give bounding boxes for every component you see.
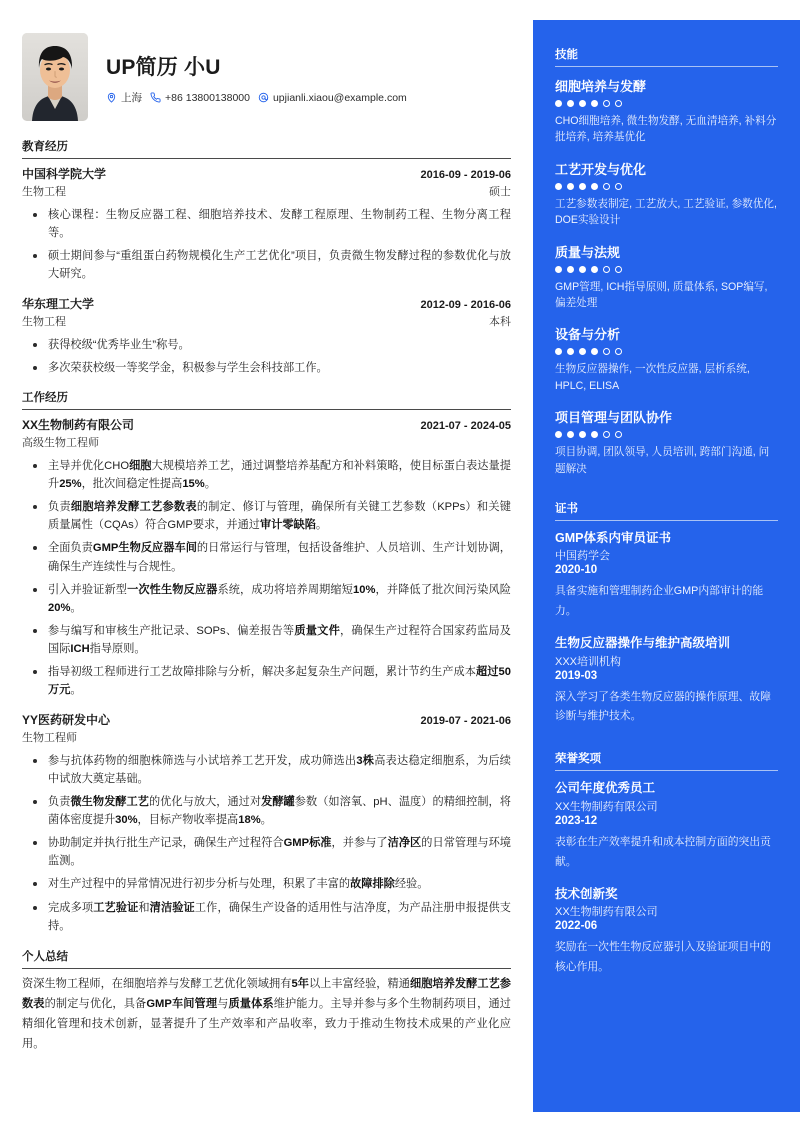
- certificate-item-name: GMP体系内审员证书: [555, 531, 671, 546]
- skill-level-dot: [555, 183, 562, 190]
- skill-name: 细胞培养与发酵: [555, 79, 647, 94]
- award-item-date: 2022-06: [555, 919, 598, 932]
- major: 生物工程: [22, 186, 66, 198]
- section-education: [22, 138, 511, 377]
- name-block: [106, 49, 407, 105]
- skill-name: 项目管理与团队协作: [555, 410, 673, 426]
- entry-sub: [22, 434, 511, 450]
- section-work: [22, 389, 511, 935]
- skill-name: 工艺开发与优化: [555, 161, 647, 177]
- company-name: YY医药研发中心: [22, 712, 111, 727]
- award-list: [555, 780, 778, 977]
- skill-level-dot: [579, 266, 586, 273]
- section-summary: [22, 948, 511, 1055]
- school-date: 2016-09 - 2019-06: [420, 169, 511, 181]
- sidebar-title-awards: 荣誉奖项: [555, 750, 778, 771]
- skill-level-dots: [555, 183, 778, 190]
- skill-list: [555, 76, 778, 477]
- award-item-date: 2023-12: [555, 814, 598, 827]
- list-item: 引入并验证新型一次性生物反应器系统，成功将培养周期缩短10%，并降低了批次间污染风险20%。: [22, 581, 511, 617]
- education-entries: [22, 165, 511, 377]
- skill-level-dot: [567, 266, 574, 273]
- skill-item: [555, 407, 778, 477]
- skill-detail: 生物反应器操作, 一次性反应器, 层析系统, HPLC, ELISA: [555, 363, 750, 392]
- entry-sub: [22, 183, 511, 199]
- contact-location-value: 上海: [121, 92, 142, 104]
- skill-level-dot: [555, 100, 562, 107]
- skill-level-dot: [567, 431, 574, 438]
- sidebar-section-awards: [555, 750, 778, 977]
- company-name: XX生物制药有限公司: [22, 417, 135, 432]
- list-item: 参与编写和审核生产批记录、SOPs、偏差报告等质量文件，确保生产过程符合国家药监局及国际ICH指导原则。: [22, 622, 511, 658]
- work-date: 2019-07 - 2021-06: [420, 714, 511, 727]
- skill-level-dot: [591, 266, 598, 273]
- skill-level-dot: [555, 431, 562, 438]
- avatar: [22, 33, 88, 121]
- degree: 硕士: [489, 186, 511, 198]
- award-item-org: XX生物制药有限公司: [555, 800, 658, 813]
- contact-email[interactable]: [258, 92, 407, 104]
- award-item-name: 公司年度优秀员工: [555, 781, 656, 796]
- job-title: 生物工程师: [22, 731, 77, 744]
- main-column: [0, 20, 533, 1112]
- summary-text: 资深生物工程师，在细胞培养与发酵工艺优化领域拥有5年以上丰富经验，精通细胞培养发酵工艺参数表的制定与优化，具备GMP车间管理与质量体系维护能力。主导并参与多个生物制药项目，通过精细化管理和技术创新，显著提升了生产效率和产品收率，致力于推动生物技术成果的产业化应用。: [22, 977, 511, 1050]
- sidebar-section-certificates: [555, 500, 778, 727]
- degree: 本科: [489, 315, 511, 328]
- work-date: 2021-07 - 2024-05: [420, 419, 511, 432]
- skill-level-dot: [615, 348, 622, 355]
- list-item: 指导初级工程师进行工艺故障排除与分析，解决多起复杂生产问题，累计节约生产成本超过50万元。: [22, 663, 511, 699]
- certificate-item: [555, 635, 778, 727]
- skill-level-dot: [603, 431, 610, 438]
- contact-phone[interactable]: [150, 92, 250, 104]
- major: 生物工程: [22, 315, 66, 328]
- award-item-description: 表彰在生产效率提升和成本控制方面的突出贡献。: [555, 835, 771, 868]
- email-icon: [258, 92, 269, 103]
- entry-sub: [22, 313, 511, 329]
- skill-level-dot: [567, 348, 574, 355]
- skill-level-dot: [567, 183, 574, 190]
- skill-level-dot: [591, 348, 598, 355]
- skill-level-dot: [579, 100, 586, 107]
- skill-level-dot: [615, 266, 622, 273]
- certificate-item-org: 中国药学会: [555, 550, 610, 563]
- list-item: 对生产过程中的异常情况进行初步分析与处理，积累了丰富的故障排除经验。: [22, 875, 511, 893]
- certificate-item-org: XXX培训机构: [555, 655, 622, 668]
- skill-level-dot: [555, 266, 562, 273]
- list-item: 获得校级“优秀毕业生”称号。: [22, 336, 511, 354]
- skill-level-dot: [603, 183, 610, 190]
- skill-detail: 项目协调, 团队领导, 人员培训, 跨部门沟通, 问题解决: [555, 446, 770, 475]
- skill-level-dot: [555, 348, 562, 355]
- entry-head: [22, 295, 511, 312]
- award-item-org: XX生物制药有限公司: [555, 905, 658, 918]
- sidebar-section-skills: [555, 46, 778, 477]
- skill-level-dot: [603, 348, 610, 355]
- skill-name: 设备与分析: [555, 327, 621, 343]
- section-title-education: 教育经历: [22, 138, 511, 159]
- list-item: 负责细胞培养发酵工艺参数表的制定、修订与管理，确保所有关键工艺参数（KPPs）和关键质量属性（CQAs）符合GMP要求，并通过审计零缺陷。: [22, 498, 511, 534]
- section-title-summary: 个人总结: [22, 948, 511, 969]
- list-item: 多次荣获校级一等奖学金，积极参与学生会科技部工作。: [22, 359, 511, 377]
- education-bullets: [22, 336, 511, 377]
- certificate-item-name: 生物反应器操作与维护高级培训: [555, 636, 731, 651]
- skill-level-dot: [579, 431, 586, 438]
- skill-item: [555, 76, 778, 146]
- skill-level-dots: [555, 348, 778, 355]
- contact-location[interactable]: [106, 90, 142, 105]
- work-entries: [22, 416, 511, 935]
- certificate-item-description: 具备实施和管理制药企业GMP内部审计的能力。: [555, 585, 764, 618]
- sidebar-title-certificates: 证书: [555, 500, 778, 521]
- school-date: 2012-09 - 2016-06: [420, 298, 511, 311]
- skill-detail: GMP管理, ICH指导原则, 质量体系, SOP编写, 偏差处理: [555, 280, 768, 310]
- list-item: 协助制定并执行批生产记录，确保生产过程符合GMP标准，并参与了洁净区的日常管理与环境监测。: [22, 834, 511, 870]
- work-entry: [22, 416, 511, 700]
- work-entry: [22, 711, 511, 935]
- spacer: [555, 490, 778, 500]
- skill-name: 质量与法规: [555, 244, 621, 260]
- certificate-item-date: 2020-10: [555, 564, 598, 577]
- skill-level-dots: [555, 100, 778, 107]
- skill-level-dot: [603, 100, 610, 107]
- list-item: 负责微生物发酵工艺的优化与放大，通过对发酵罐参数（如溶氧、pH、温度）的精细控制，将菌体密度提升30%，目标产物收率提高18%。: [22, 793, 511, 829]
- page-title: UP简历 小U: [106, 56, 221, 79]
- skill-detail: 工艺参数表制定, 工艺放大, 工艺验证, 参数优化, DOE实验设计: [555, 197, 777, 227]
- list-item: 硕士期间参与“重组蛋白药物规模化生产工艺优化”项目，负责微生物发酵过程的参数优化与放大研究。: [22, 247, 511, 283]
- skill-level-dot: [591, 183, 598, 190]
- skill-level-dots: [555, 431, 778, 438]
- skill-item: [555, 324, 778, 394]
- skill-level-dot: [603, 266, 610, 273]
- profile-header: [22, 33, 511, 121]
- entry-sub: [22, 729, 511, 745]
- list-item: 核心课程：生物反应器工程、细胞培养技术、发酵工程原理、生物制药工程、生物分离工程等。: [22, 206, 511, 242]
- certificate-list: [555, 530, 778, 727]
- school-name: 中国科学院大学: [22, 167, 107, 181]
- contact-list: [106, 90, 407, 105]
- resume-sheet: [0, 20, 800, 1112]
- certificate-item-description: 深入学习了各类生物反应器的操作原理、故障诊断与维护技术。: [555, 690, 771, 723]
- list-item: 参与抗体药物的细胞株筛选与小试培养工艺开发，成功筛选出3株高表达稳定细胞系，为后续中试放大奠定基础。: [22, 752, 511, 788]
- award-item: [555, 886, 778, 978]
- entry-head: [22, 711, 511, 728]
- list-item: 全面负责GMP生物反应器车间的日常运行与管理，包括设备维护、人员培训、生产计划协调，确保生产连续性与合规性。: [22, 539, 511, 575]
- award-item: [555, 780, 778, 872]
- contact-phone-value: +86 13800138000: [165, 91, 250, 104]
- job-title: 高级生物工程师: [22, 436, 99, 449]
- skill-item: [555, 242, 778, 312]
- skill-level-dots: [555, 266, 778, 273]
- phone-icon: [150, 92, 161, 103]
- sidebar-title-skills: 技能: [555, 46, 778, 67]
- entry-head: [22, 165, 511, 182]
- skill-level-dot: [579, 348, 586, 355]
- school-name: 华东理工大学: [22, 296, 95, 311]
- skill-level-dot: [615, 100, 622, 107]
- skill-item: [555, 159, 778, 229]
- list-item: 主导并优化CHO细胞大规模培养工艺，通过调整培养基配方和补料策略，使目标蛋白表达量提升25%，批次间稳定性提高15%。: [22, 457, 511, 493]
- education-entry: [22, 165, 511, 284]
- award-item-description: 奖励在一次性生物反应器引入及验证项目中的核心作用。: [555, 940, 771, 973]
- list-item: 完成多项工艺验证和清洁验证工作，确保生产设备的适用性与洁净度，为产品注册申报提供支持。: [22, 899, 511, 935]
- entry-head: [22, 416, 511, 433]
- certificate-item: [555, 530, 778, 622]
- sidebar: [533, 20, 800, 1112]
- contact-email-value: upjianli.xiaou@example.com: [272, 91, 407, 104]
- section-title-work: 工作经历: [22, 389, 511, 410]
- skill-level-dot: [591, 100, 598, 107]
- skill-level-dot: [579, 183, 586, 190]
- certificate-item-date: 2019-03: [555, 669, 598, 682]
- skill-level-dot: [615, 183, 622, 190]
- skill-level-dot: [567, 100, 574, 107]
- skill-detail: CHO细胞培养, 微生物发酵, 无血清培养, 补料分批培养, 培养基优化: [555, 115, 777, 144]
- work-bullets: [22, 752, 511, 935]
- award-item-name: 技术创新奖: [555, 886, 618, 901]
- skill-level-dot: [615, 431, 622, 438]
- skill-level-dot: [591, 431, 598, 438]
- location-pin-icon: [106, 92, 117, 103]
- education-bullets: [22, 206, 511, 284]
- education-entry: [22, 295, 511, 377]
- spacer: [555, 740, 778, 750]
- work-bullets: [22, 457, 511, 700]
